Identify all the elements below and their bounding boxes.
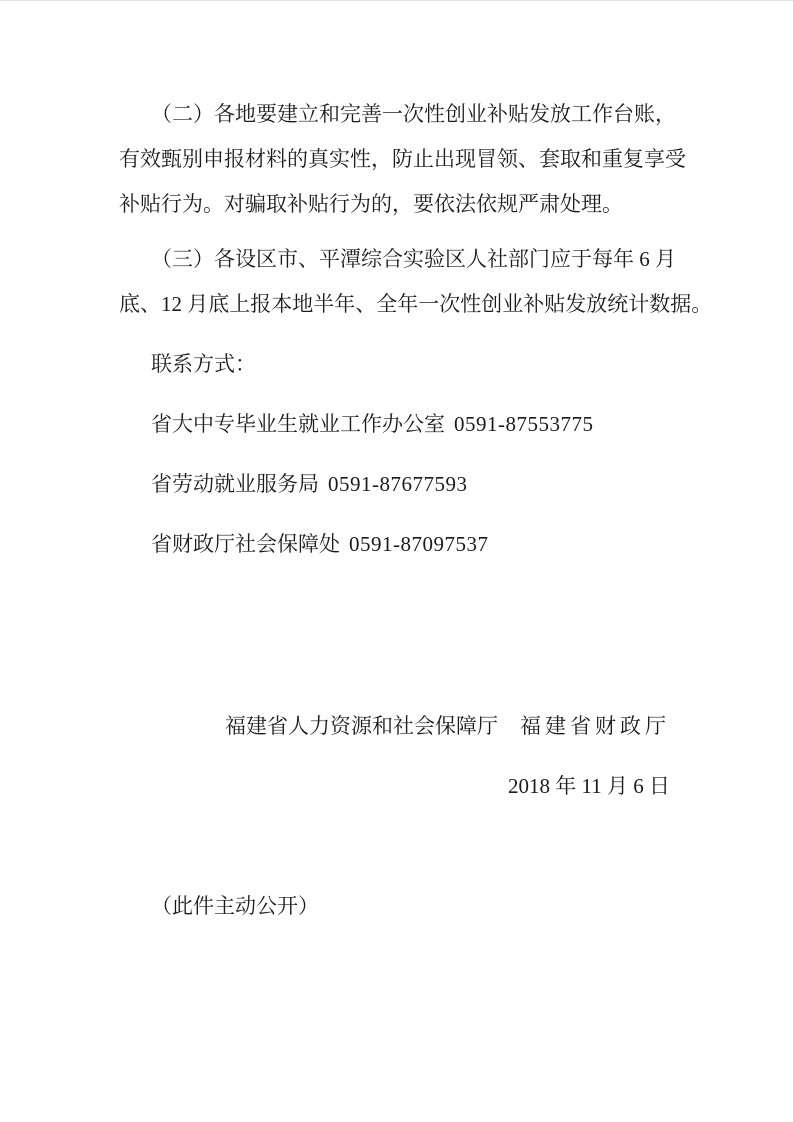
paragraph-line: （二）各地要建立和完善一次性创业补贴发放工作台账， (151, 102, 676, 126)
disclosure-note: （此件主动公开） (151, 894, 319, 918)
signature-agency-hrss: 福建省人力资源和社会保障厅 (225, 714, 498, 738)
document-body (119, 92, 713, 929)
paragraph-item-2 (119, 92, 700, 227)
contact-entry (119, 522, 700, 567)
signature-date: 2018 年 11 月 6 日 (508, 774, 670, 798)
paragraph-line: 补贴行为。对骗取补贴行为的，要依法依规严肃处理。 (119, 192, 623, 216)
contact-heading: 联系方式： (151, 352, 256, 376)
paragraph-line: 有效甄别申报材料的真实性，防止出现冒领、套取和重复享受 (119, 147, 686, 171)
contact-phone-number: 0591-87553775 (454, 412, 594, 436)
contact-section (119, 342, 700, 567)
paragraph-line: （三）各设区市、平潭综合实验区人社部门应于每年 6 月 (151, 247, 676, 271)
contact-org-name: 省大中专毕业生就业工作办公室 (151, 412, 445, 436)
signature-block (119, 704, 700, 809)
contact-entry (119, 462, 700, 507)
contact-org-name: 省劳动就业服务局 (151, 472, 319, 496)
contact-entry (119, 402, 700, 447)
paragraph-line: 底、12 月底上报本地半年、全年一次性创业补贴发放统计数据。 (119, 292, 713, 316)
contact-phone-number: 0591-87097537 (349, 532, 489, 556)
paragraph-item-3 (119, 237, 713, 327)
contact-org-name: 省财政厅社会保障处 (151, 532, 340, 556)
signature-agencies (119, 704, 670, 749)
signature-agency-finance: 福建省财政厅 (520, 714, 670, 738)
contact-phone-number: 0591-87677593 (328, 472, 468, 496)
